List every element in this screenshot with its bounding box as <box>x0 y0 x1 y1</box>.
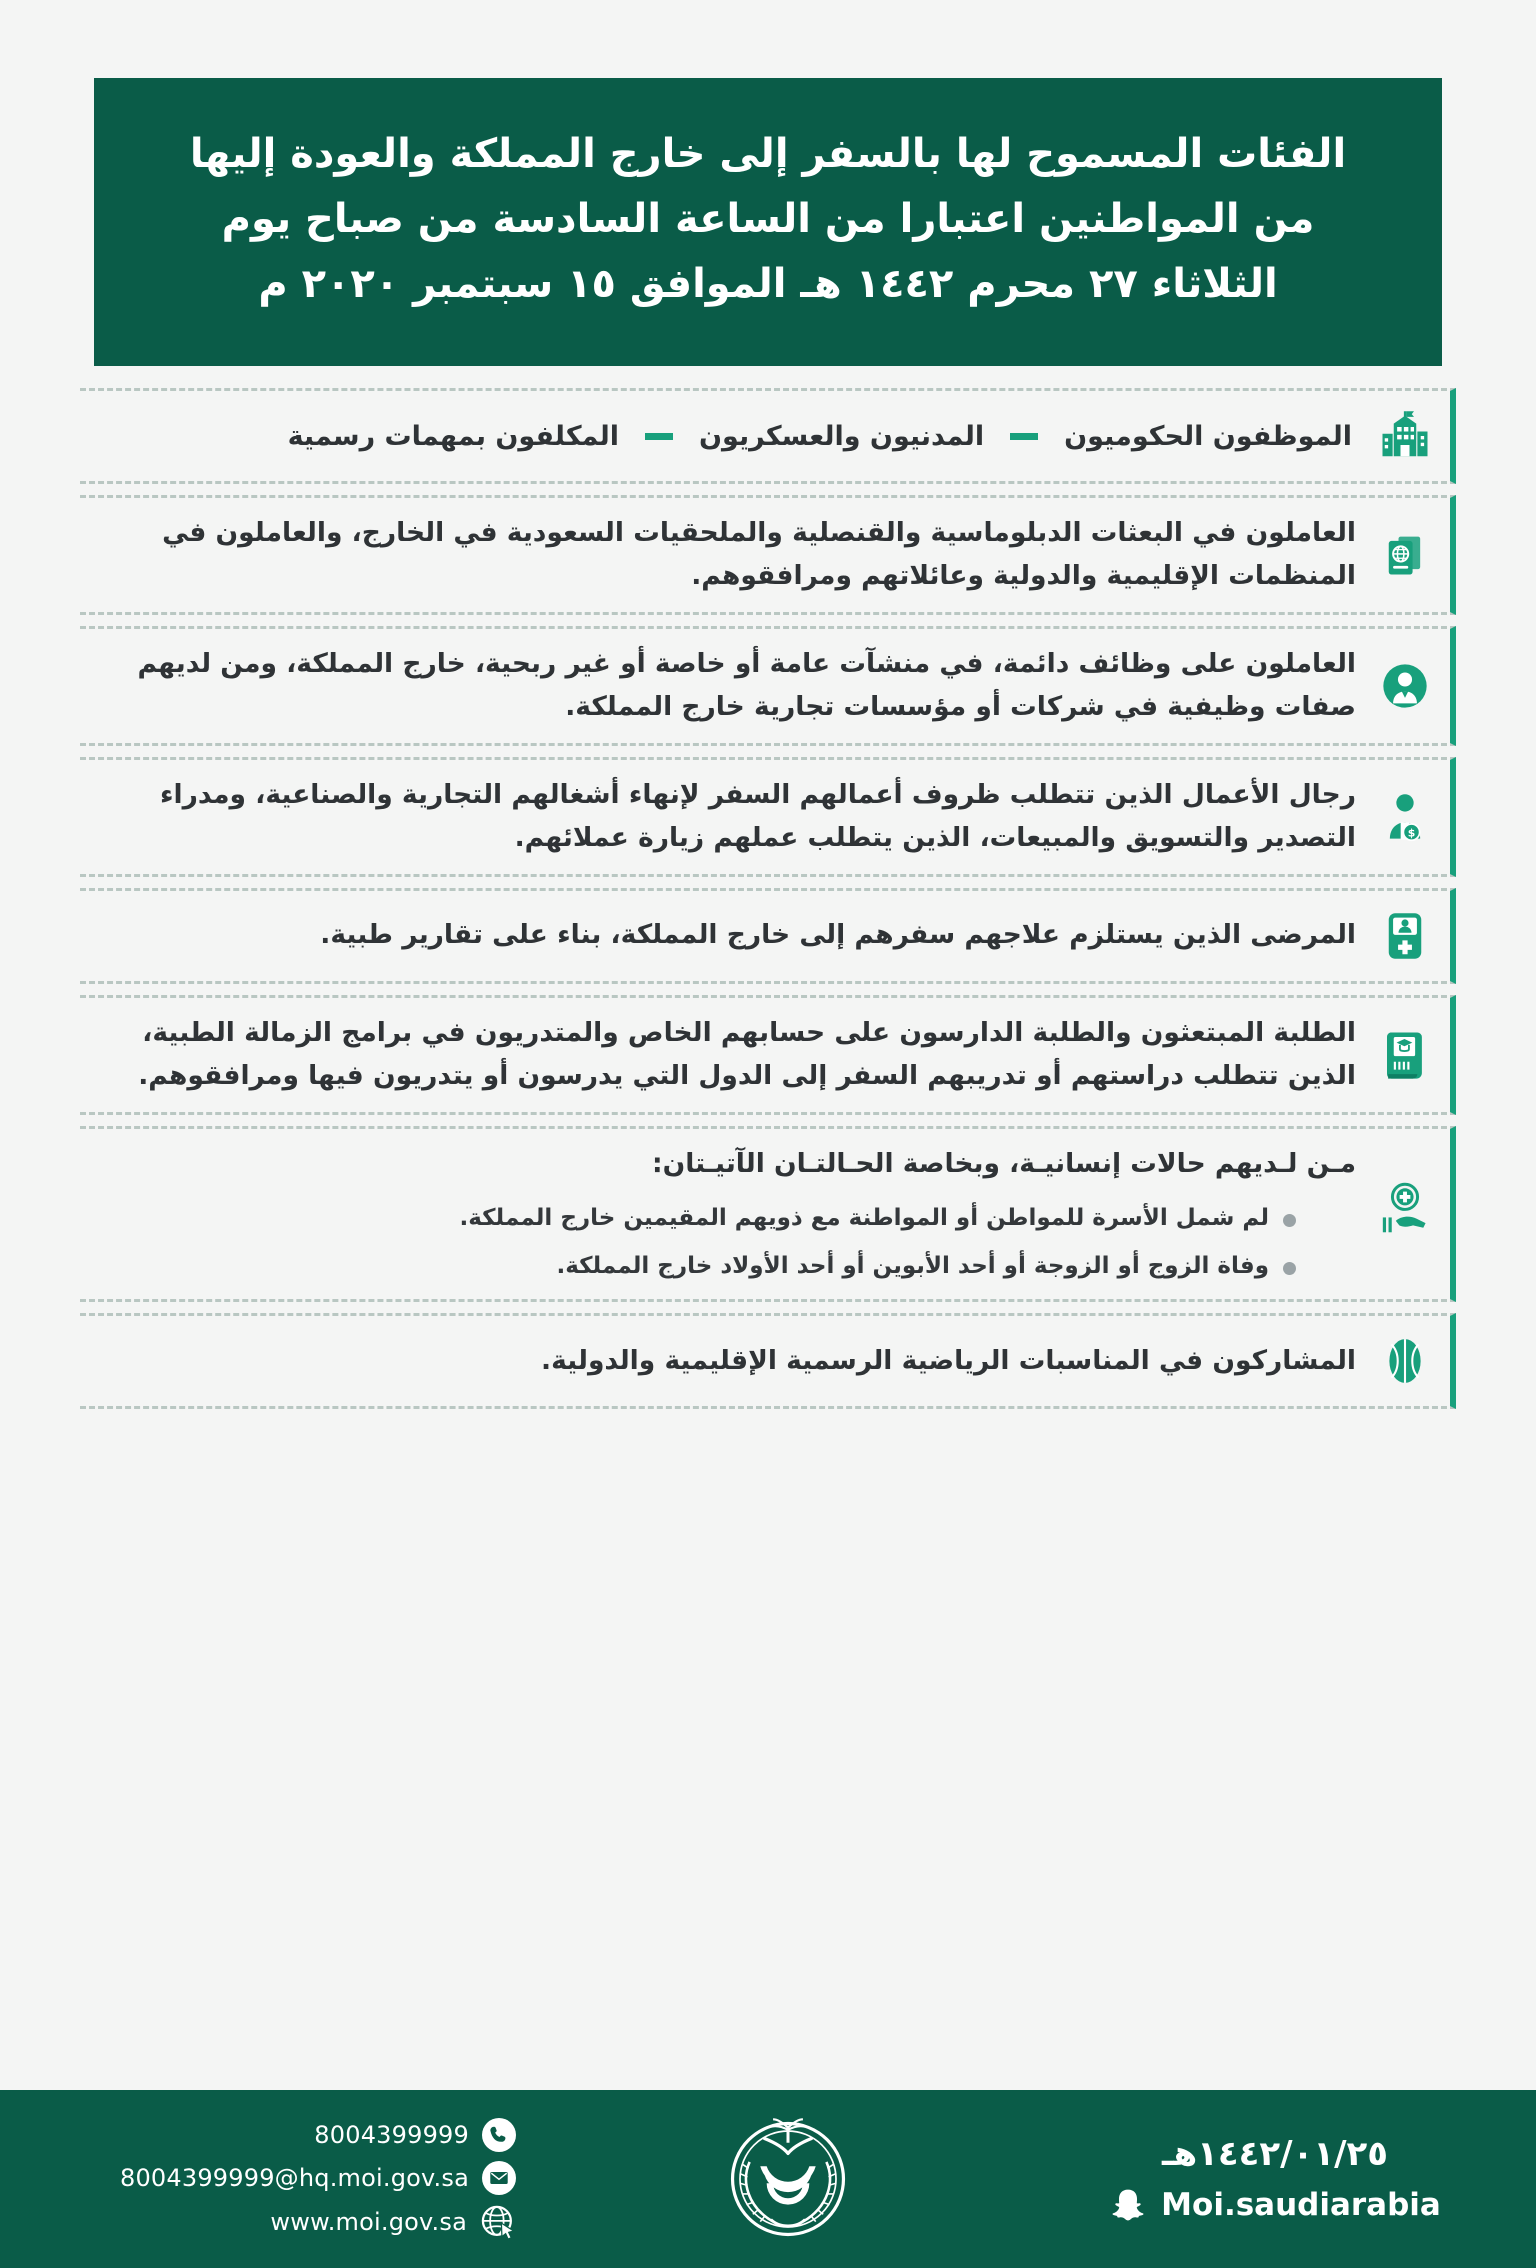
chip-label-0: الموظفون الحكوميون <box>1064 420 1352 452</box>
list-item-businessmen <box>80 757 1456 877</box>
list-item-government-employees <box>80 388 1456 484</box>
row-body <box>102 914 1362 957</box>
list-item-sports-participants <box>80 1313 1456 1409</box>
chip-label-2: المكلفون بمهمات رسمية <box>287 420 620 452</box>
footer-left <box>1060 2134 1490 2224</box>
row-body <box>102 1340 1362 1383</box>
snapchat-handle: Moi.saudiarabia <box>1161 2187 1441 2223</box>
basketball-icon <box>1362 1336 1440 1386</box>
category-list <box>80 388 1456 2070</box>
chip-separator-dash <box>645 433 673 440</box>
list-item-humanitarian-cases <box>80 1126 1456 1303</box>
row-body <box>102 512 1362 598</box>
chip-label-1: المدنيون والعسكريون <box>699 420 985 452</box>
bullet-dot-icon <box>1283 1214 1296 1227</box>
list-item-students <box>80 995 1456 1115</box>
government-building-icon <box>1362 409 1440 463</box>
government-chip-group <box>102 421 1356 452</box>
contact-value: www.moi.gov.sa <box>270 2208 467 2236</box>
chip-separator-dash <box>1010 433 1038 440</box>
row-body <box>102 774 1362 860</box>
passport-icon <box>1362 529 1440 581</box>
list-item <box>102 1200 1356 1237</box>
medical-id-badge-icon <box>1362 910 1440 962</box>
contact-value: 8004399999@hq.moi.gov.sa <box>119 2164 469 2192</box>
svg-text:$: $ <box>1407 826 1416 840</box>
email-icon <box>482 2161 516 2195</box>
businessman-money-icon <box>1362 791 1440 843</box>
contact-phone[interactable] <box>314 2118 516 2152</box>
page-title <box>150 122 1386 316</box>
list-item-text: الطلبة المبتعثون والطلبة الدارسون على حسابهم الخاص والمتدريون في برامج الزمالة الطبية، الذين تتطلب دراستهم أو تدريبهم السفر إلى الدول التي يدرسون أو يتدريون فيها ومرافقوهم. <box>138 1016 1356 1091</box>
website-globe-icon <box>480 2204 516 2240</box>
list-item-patients <box>80 888 1456 984</box>
saudi-moi-emblem <box>724 2115 852 2243</box>
humanitarian-hand-icon <box>1362 1182 1440 1246</box>
person-badge-icon <box>1362 660 1440 712</box>
list-item-text: رجال الأعمال الذين تتطلب ظروف أعمالهم السفر لإنهاء أشغالهم التجارية والصناعية، ومدراء التصدير والتسويق والمبيعات، الذين يتطلب عملهم زيارة عملائهم. <box>159 779 1356 853</box>
list-item-text: مـن لـديهم حالات إنسانيـة، وبخاصة الحـالتـان الآتيـتان: <box>651 1147 1356 1179</box>
hijri-date: ١٤٤٢/٠١/٢٥هـ <box>1161 2134 1389 2174</box>
phone-icon <box>482 2118 516 2152</box>
list-item-permanent-job-holders <box>80 626 1456 746</box>
header-banner <box>94 78 1442 366</box>
row-body <box>102 1012 1362 1098</box>
list-item-diplomatic-staff <box>80 495 1456 615</box>
contact-value: 8004399999 <box>314 2121 469 2149</box>
bullet-text: وفاة الزوج أو الزوجة أو أحد الأبوين أو أحد الأولاد خارج المملكة. <box>556 1253 1269 1280</box>
footer-contacts <box>46 2118 516 2240</box>
contact-email[interactable] <box>120 2161 516 2195</box>
list-item-text: العاملون في البعثات الدبلوماسية والقنصلية والملحقيات السعودية في الخارج، والعاملون في المنظمات الإقليمية والدولية وعائلاتهم ومرافقوهم. <box>162 517 1356 592</box>
row-body <box>102 421 1362 452</box>
list-item <box>102 1248 1356 1285</box>
row-body <box>102 643 1362 729</box>
bullet-dot-icon <box>1283 1262 1296 1275</box>
list-item-text: المشاركون في المناسبات الرياضية الرسمية الإقليمية والدولية. <box>541 1344 1356 1376</box>
title-line-2: من المواطنين اعتبارا من الساعة السادسة من صباح يوم <box>221 195 1315 242</box>
list-item-text: المرضى الذين يستلزم علاجهم سفرهم إلى خارج المملكة، بناء على تقارير طبية. <box>320 919 1356 951</box>
footer-bar <box>0 2090 1536 2268</box>
title-line-3: الثلاثاء ٢٧ محرم ١٤٤٢ هـ الموافق ١٥ سبتمبر ٢٠٢٠ م <box>258 260 1278 307</box>
title-line-1: الفئات المسموح لها بالسفر إلى خارج المملكة والعودة إليها <box>189 131 1347 177</box>
humanitarian-bullet-list <box>102 1200 1356 1286</box>
diploma-scroll-icon <box>1362 1028 1440 1082</box>
row-body <box>102 1143 1362 1286</box>
footer-center <box>516 2115 1060 2243</box>
snapchat-row[interactable] <box>1109 2186 1441 2224</box>
contact-website[interactable] <box>270 2204 516 2240</box>
list-item-text: العاملون على وظائف دائمة، في منشآت عامة أو خاصة أو غير ربحية، خارج المملكة، ومن لديهم صفات وظيفية في شركات أو مؤسسات تجارية خارج المملكة. <box>137 648 1356 723</box>
snapchat-ghost-icon <box>1109 2186 1147 2224</box>
bullet-text: لم شمل الأسرة للمواطن أو المواطنة مع ذويهم المقيمين خارج المملكة. <box>459 1204 1269 1231</box>
